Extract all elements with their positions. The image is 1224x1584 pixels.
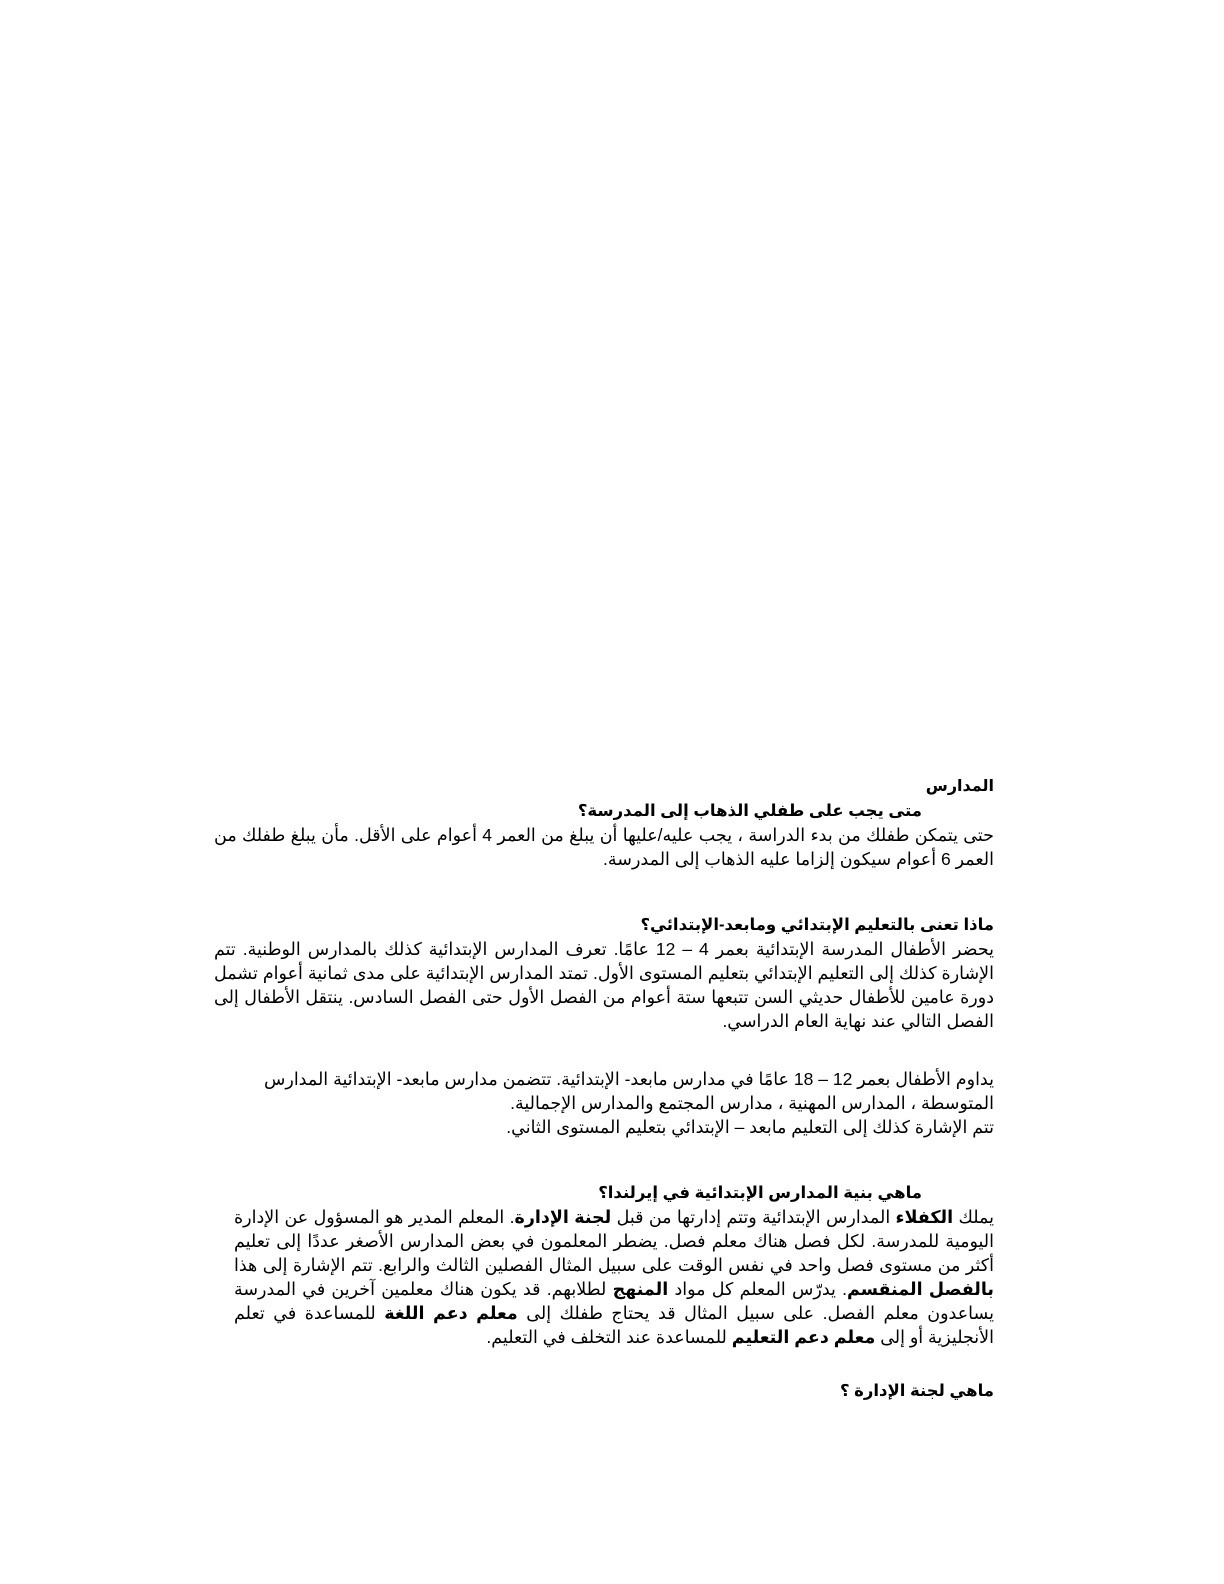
answer-postprimary-education: يداوم الأطفال بعمر 12 – 18 عامًا في مدارس مابعد- الإبتدائية. تتضمن مدارس مابعد- الإبتدائية المدارس المتوسطة ، المدارس المهنية ، مدارس المجتمع والمدارس الإجمالية. xyxy=(264,1069,994,1113)
question-heading-primary-structure: ماهي بنية المدارس الإبتدائية في إيرلندا؟ xyxy=(598,1184,922,1202)
question-heading-primary-postprimary: ماذا تعنى بالتعليم الإبتدائي ومابعد-الإبتدائي؟ xyxy=(640,916,994,934)
answer-school-age: حتى يتمكن طفلك من بدء الدراسة ، يجب عليه/عليها أن يبلغ من العمر 4 أعوام على الأقل. مأن يبلغ طفلك من العمر 6 أعوام سيكون إلزاما عليه الذهاب إلى المدرسة. xyxy=(214,825,994,869)
question-heading-board-of-management: ماهي لجنة الإدارة ؟ xyxy=(839,1382,994,1400)
term-split-class: بالفصل المنقسم xyxy=(847,1279,995,1299)
document-page xyxy=(214,775,994,1403)
term-language-support-teacher: معلم دعم اللغة xyxy=(384,1303,518,1323)
answer-primary-structure: يملك الكفلاء المدارس الإبتدائية وتتم إدارتها من قبل لجنة الإدارة. المعلم المدير هو المسؤول عن الإدارة اليومية للمدرسة. لكل فصل هناك معلم فصل. يضطر المعلمون في بعض المدارس الأصغر عددًا إلى تعليم أكثر من مستوى فصل واحد في نفس الوقت على سبيل المثال الفصلين الثالث والرابع. تتم الإشارة إلى هذا بالفصل المنقسم. يدرّس المعلم كل مواد المنهج لطلابهم. قد يكون هناك معلمين آخرين في المدرسة يساعدون معلم الفصل. على سبيل المثال قد يحتاج طفلك إلى معلم دعم اللغة للمساعدة في تعلم الأنجليزية أو إلى معلم دعم التعليم للمساعدة عند التخلف في التعليم. xyxy=(234,1207,995,1347)
term-curriculum: المنهج xyxy=(612,1279,669,1299)
question-heading-school-age: متى يجب على طفلي الذهاب إلى المدرسة؟ xyxy=(577,802,922,820)
term-patrons: الكفلاء xyxy=(895,1207,954,1227)
document-title: المدارس xyxy=(925,778,994,795)
answer-primary-education: يحضر الأطفال المدرسة الإبتدائية بعمر 4 – 12 عامًا. تعرف المدارس الإبتدائية كذلك بالمدارس الوطنية. تتم الإشارة كذلك إلى التعليم الإبتدائي بتعليم المستوى الأول. تمتد المدارس الإبتدائية على مدى ثمانية أعوام تشمل دورة عامين للأطفال حديثي السن تتبعها ستة أعوام من الفصل الأول حتى الفصل السادس. ينتقل الأطفال إلى الفصل التالي عند نهاية العام الدراسي. xyxy=(214,939,994,1031)
term-board-of-management: لجنة الإدارة xyxy=(514,1207,612,1227)
answer-second-level: تتم الإشارة كذلك إلى التعليم مابعد – الإبتدائي بتعليم المستوى الثاني. xyxy=(506,1117,994,1137)
term-learning-support-teacher: معلم دعم التعليم xyxy=(731,1327,876,1347)
